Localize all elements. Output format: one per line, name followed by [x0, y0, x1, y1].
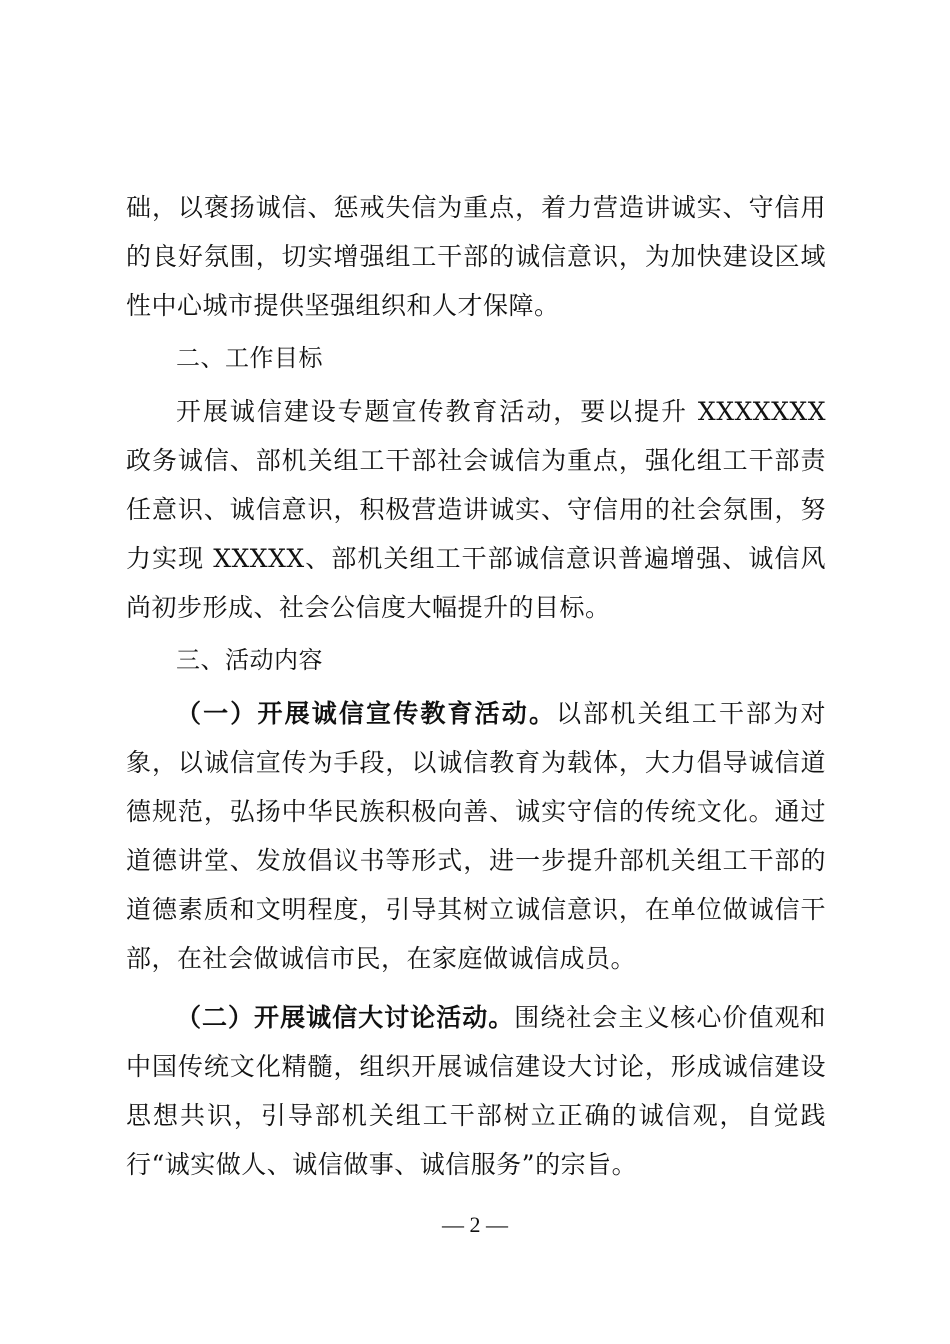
- item-1-lead: （一）开展诚信宣传教育活动。: [176, 699, 557, 728]
- item-1-text: 以部机关组工干部为对象，以诚信宣传为手段，以诚信教育为载体，大力倡导诚信道德规范，弘扬中华民族积极向善、诚实守信的传统文化。通过道德讲堂、发放倡议书等形式，进一步提升部机关组工干部的道德素质和文明程度，引导其树立诚信意识，在单位做诚信干部，在社会做诚信市民，在家庭做诚信成员。: [126, 699, 826, 973]
- paragraph-continuation: 础，以褒扬诚信、惩戒失信为重点，着力营造讲诚实、守信用的良好氛围，切实增强组工干部的诚信意识，为加快建设区域性中心城市提供坚强组织和人才保障。: [126, 193, 826, 320]
- document-body: [126, 183, 826, 1189]
- item-2-text: 围绕社会主义核心价值观和中国传统文化精髓，组织开展诚信建设大讨论，形成诚信建设思想共识，引导部机关组工干部树立正确的诚信观，自觉践行“诚实做人、诚信做事、诚信服务”的宗旨。: [126, 1003, 826, 1179]
- page-number: — 2 —: [442, 1212, 508, 1237]
- item-2-lead: （二）开展诚信大讨论活动。: [176, 1003, 515, 1032]
- heading-work-goals: 二、工作目标: [176, 344, 323, 372]
- paragraph-item-1: [126, 689, 826, 983]
- heading-activity-content: 三、活动内容: [176, 646, 323, 674]
- paragraph-item-2: [126, 993, 826, 1189]
- paragraph-work-goals: 开展诚信建设专题宣传教育活动，要以提升 XXXXXXX 政务诚信、部机关组工干部社会诚信为重点，强化组工干部责任意识、诚信意识，积极营造讲诚实、守信用的社会氛围，努力实现 XXXXX、部机关组工干部诚信意识普遍增强、诚信风尚初步形成、社会公信度大幅提升的目标。: [126, 397, 826, 622]
